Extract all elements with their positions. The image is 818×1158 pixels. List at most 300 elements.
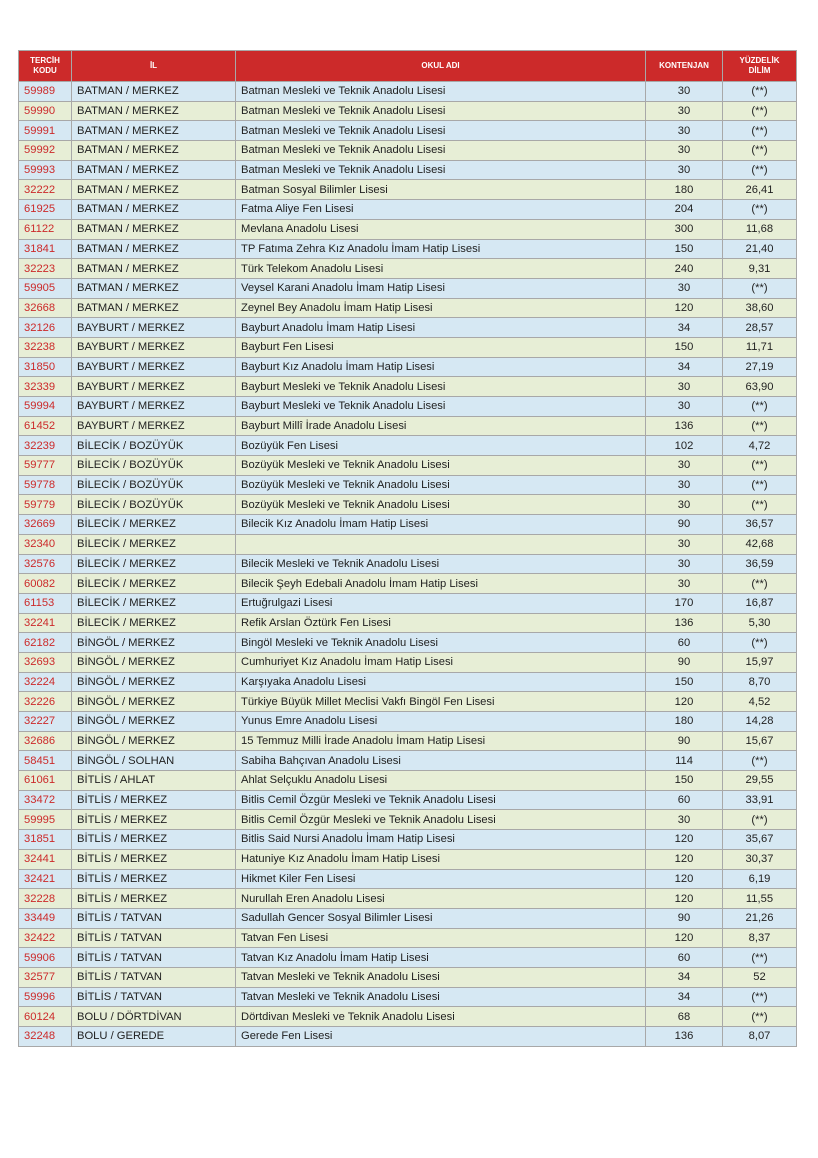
table-row <box>19 357 797 377</box>
percentile-cell: (**) <box>723 101 797 121</box>
percentile-cell: 30,37 <box>723 849 797 869</box>
quota-cell: 30 <box>646 101 723 121</box>
province-cell: BİNGÖL / MERKEZ <box>72 731 236 751</box>
province-cell: BİLECİK / BOZÜYÜK <box>72 456 236 476</box>
province-cell: BİLECİK / BOZÜYÜK <box>72 495 236 515</box>
quota-cell: 30 <box>646 475 723 495</box>
quota-cell: 150 <box>646 337 723 357</box>
quota-cell: 30 <box>646 141 723 161</box>
province-cell: BİNGÖL / MERKEZ <box>72 712 236 732</box>
table-row <box>19 239 797 259</box>
percentile-cell: (**) <box>723 810 797 830</box>
quota-cell: 120 <box>646 692 723 712</box>
province-cell: BİLECİK / BOZÜYÜK <box>72 475 236 495</box>
quota-cell: 30 <box>646 121 723 141</box>
percentile-cell: (**) <box>723 160 797 180</box>
school-cell: Veysel Karani Anadolu İmam Hatip Lisesi <box>236 278 646 298</box>
code-cell: 59905 <box>19 278 72 298</box>
code-cell: 32228 <box>19 889 72 909</box>
table-row <box>19 436 797 456</box>
school-cell: Mevlana Anadolu Lisesi <box>236 219 646 239</box>
province-cell: BATMAN / MERKEZ <box>72 200 236 220</box>
province-cell: BİLECİK / MERKEZ <box>72 554 236 574</box>
table-row <box>19 377 797 397</box>
table-row <box>19 928 797 948</box>
school-cell: Bayburt Fen Lisesi <box>236 337 646 357</box>
school-cell: Refik Arslan Öztürk Fen Lisesi <box>236 613 646 633</box>
code-cell: 59989 <box>19 82 72 102</box>
quota-cell: 34 <box>646 967 723 987</box>
province-cell: BATMAN / MERKEZ <box>72 121 236 141</box>
province-cell: BAYBURT / MERKEZ <box>72 397 236 417</box>
province-cell: BİTLİS / TATVAN <box>72 928 236 948</box>
percentile-cell: (**) <box>723 495 797 515</box>
code-cell: 59992 <box>19 141 72 161</box>
quota-cell: 60 <box>646 790 723 810</box>
province-cell: BİTLİS / MERKEZ <box>72 830 236 850</box>
table-row <box>19 613 797 633</box>
percentile-cell: 11,71 <box>723 337 797 357</box>
table-row <box>19 200 797 220</box>
table-row <box>19 337 797 357</box>
province-cell: BİLECİK / MERKEZ <box>72 613 236 633</box>
school-cell: Bayburt Anadolu İmam Hatip Lisesi <box>236 318 646 338</box>
percentile-cell: (**) <box>723 475 797 495</box>
code-cell: 31841 <box>19 239 72 259</box>
school-cell: Bozüyük Fen Lisesi <box>236 436 646 456</box>
header-percentile-line1: YÜZDELİK <box>739 56 780 65</box>
school-cell: Bitlis Cemil Özgür Mesleki ve Teknik Anadolu Lisesi <box>236 810 646 830</box>
code-cell: 32224 <box>19 672 72 692</box>
percentile-cell: 63,90 <box>723 377 797 397</box>
header-code-line1: TERCİH <box>30 56 60 65</box>
code-cell: 32422 <box>19 928 72 948</box>
percentile-cell: (**) <box>723 121 797 141</box>
province-cell: BAYBURT / MERKEZ <box>72 318 236 338</box>
table-row <box>19 574 797 594</box>
header-percentile <box>723 51 797 82</box>
percentile-cell: 26,41 <box>723 180 797 200</box>
school-cell: Sadullah Gencer Sosyal Bilimler Lisesi <box>236 908 646 928</box>
table-row <box>19 121 797 141</box>
code-cell: 32340 <box>19 534 72 554</box>
province-cell: BİTLİS / MERKEZ <box>72 790 236 810</box>
quota-cell: 30 <box>646 377 723 397</box>
table-row <box>19 318 797 338</box>
percentile-cell: 36,57 <box>723 515 797 535</box>
percentile-cell: (**) <box>723 200 797 220</box>
code-cell: 31851 <box>19 830 72 850</box>
quota-cell: 120 <box>646 889 723 909</box>
percentile-cell: (**) <box>723 416 797 436</box>
percentile-cell: (**) <box>723 751 797 771</box>
table-row <box>19 495 797 515</box>
percentile-cell: 29,55 <box>723 771 797 791</box>
table-row <box>19 160 797 180</box>
school-cell: Bitlis Said Nursi Anadolu İmam Hatip Lisesi <box>236 830 646 850</box>
code-cell: 60124 <box>19 1007 72 1027</box>
province-cell: BİLECİK / MERKEZ <box>72 515 236 535</box>
province-cell: BİNGÖL / MERKEZ <box>72 672 236 692</box>
quota-cell: 150 <box>646 239 723 259</box>
school-cell: Bilecik Şeyh Edebali Anadolu İmam Hatip Lisesi <box>236 574 646 594</box>
province-cell: BATMAN / MERKEZ <box>72 298 236 318</box>
quota-cell: 180 <box>646 180 723 200</box>
school-cell: Sabiha Bahçıvan Anadolu Lisesi <box>236 751 646 771</box>
percentile-cell: 11,68 <box>723 219 797 239</box>
percentile-cell: 15,67 <box>723 731 797 751</box>
province-cell: BATMAN / MERKEZ <box>72 239 236 259</box>
school-cell: Dörtdivan Mesleki ve Teknik Anadolu Lisesi <box>236 1007 646 1027</box>
quota-cell: 120 <box>646 849 723 869</box>
quota-cell: 300 <box>646 219 723 239</box>
province-cell: BİLECİK / MERKEZ <box>72 574 236 594</box>
percentile-cell: 27,19 <box>723 357 797 377</box>
percentile-cell: 4,52 <box>723 692 797 712</box>
school-cell: Bayburt Kız Anadolu İmam Hatip Lisesi <box>236 357 646 377</box>
table-row <box>19 82 797 102</box>
quota-cell: 90 <box>646 515 723 535</box>
quota-cell: 170 <box>646 593 723 613</box>
province-cell: BAYBURT / MERKEZ <box>72 416 236 436</box>
table-header <box>19 51 797 82</box>
school-cell: Hatuniye Kız Anadolu İmam Hatip Lisesi <box>236 849 646 869</box>
table-row <box>19 751 797 771</box>
code-cell: 60082 <box>19 574 72 594</box>
percentile-cell: 21,40 <box>723 239 797 259</box>
school-cell: TP Fatıma Zehra Kız Anadolu İmam Hatip Lisesi <box>236 239 646 259</box>
header-school: OKUL ADI <box>236 51 646 82</box>
quota-cell: 136 <box>646 416 723 436</box>
table-row <box>19 475 797 495</box>
school-cell: 15 Temmuz Milli İrade Anadolu İmam Hatip Lisesi <box>236 731 646 751</box>
table-row <box>19 712 797 732</box>
school-cell: Cumhuriyet Kız Anadolu İmam Hatip Lisesi <box>236 652 646 672</box>
province-cell: BİNGÖL / MERKEZ <box>72 692 236 712</box>
province-cell: BİTLİS / MERKEZ <box>72 849 236 869</box>
province-cell: BATMAN / MERKEZ <box>72 180 236 200</box>
percentile-cell: 42,68 <box>723 534 797 554</box>
table-row <box>19 1027 797 1047</box>
code-cell: 32227 <box>19 712 72 732</box>
province-cell: BİTLİS / TATVAN <box>72 908 236 928</box>
quota-cell: 120 <box>646 298 723 318</box>
code-cell: 32339 <box>19 377 72 397</box>
school-cell: Fatma Aliye Fen Lisesi <box>236 200 646 220</box>
percentile-cell: 8,37 <box>723 928 797 948</box>
table-body <box>19 82 797 1047</box>
school-cell: Batman Sosyal Bilimler Lisesi <box>236 180 646 200</box>
header-row <box>19 51 797 82</box>
code-cell: 58451 <box>19 751 72 771</box>
table-row <box>19 456 797 476</box>
quota-cell: 136 <box>646 613 723 633</box>
province-cell: BATMAN / MERKEZ <box>72 278 236 298</box>
code-cell: 32223 <box>19 259 72 279</box>
province-cell: BOLU / DÖRTDİVAN <box>72 1007 236 1027</box>
table-row <box>19 790 797 810</box>
province-cell: BATMAN / MERKEZ <box>72 160 236 180</box>
code-cell: 59906 <box>19 948 72 968</box>
code-cell: 32693 <box>19 652 72 672</box>
province-cell: BOLU / GEREDE <box>72 1027 236 1047</box>
percentile-cell: 4,72 <box>723 436 797 456</box>
school-cell: Ahlat Selçuklu Anadolu Lisesi <box>236 771 646 791</box>
quota-cell: 120 <box>646 830 723 850</box>
quota-cell: 60 <box>646 633 723 653</box>
province-cell: BİTLİS / MERKEZ <box>72 889 236 909</box>
percentile-cell: (**) <box>723 1007 797 1027</box>
school-cell: Bozüyük Mesleki ve Teknik Anadolu Lisesi <box>236 475 646 495</box>
quota-cell: 30 <box>646 495 723 515</box>
code-cell: 32669 <box>19 515 72 535</box>
code-cell: 32222 <box>19 180 72 200</box>
percentile-cell: 35,67 <box>723 830 797 850</box>
percentile-cell: (**) <box>723 456 797 476</box>
quota-cell: 102 <box>646 436 723 456</box>
percentile-cell: 16,87 <box>723 593 797 613</box>
province-cell: BATMAN / MERKEZ <box>72 141 236 161</box>
province-cell: BİNGÖL / MERKEZ <box>72 652 236 672</box>
code-cell: 61925 <box>19 200 72 220</box>
school-cell: Bitlis Cemil Özgür Mesleki ve Teknik Anadolu Lisesi <box>236 790 646 810</box>
table-row <box>19 810 797 830</box>
quota-cell: 30 <box>646 160 723 180</box>
percentile-cell: (**) <box>723 574 797 594</box>
table-row <box>19 534 797 554</box>
school-cell: Bozüyük Mesleki ve Teknik Anadolu Lisesi <box>236 456 646 476</box>
quota-cell: 30 <box>646 82 723 102</box>
code-cell: 61452 <box>19 416 72 436</box>
code-cell: 59995 <box>19 810 72 830</box>
percentile-cell: (**) <box>723 278 797 298</box>
code-cell: 32241 <box>19 613 72 633</box>
school-cell: Hikmet Kiler Fen Lisesi <box>236 869 646 889</box>
table-row <box>19 908 797 928</box>
table-row <box>19 948 797 968</box>
province-cell: BİTLİS / TATVAN <box>72 967 236 987</box>
code-cell: 61153 <box>19 593 72 613</box>
school-cell: Bilecik Mesleki ve Teknik Anadolu Lisesi <box>236 554 646 574</box>
code-cell: 32576 <box>19 554 72 574</box>
table-row <box>19 633 797 653</box>
quota-cell: 90 <box>646 731 723 751</box>
school-cell: Türkiye Büyük Millet Meclisi Vakfı Bingöl Fen Lisesi <box>236 692 646 712</box>
percentile-cell: 28,57 <box>723 318 797 338</box>
percentile-cell: (**) <box>723 397 797 417</box>
table-row <box>19 771 797 791</box>
quota-cell: 30 <box>646 456 723 476</box>
table-row <box>19 141 797 161</box>
percentile-cell: (**) <box>723 987 797 1007</box>
percentile-cell: 5,30 <box>723 613 797 633</box>
quota-cell: 34 <box>646 357 723 377</box>
province-cell: BİLECİK / MERKEZ <box>72 534 236 554</box>
quota-cell: 204 <box>646 200 723 220</box>
school-cell <box>236 534 646 554</box>
school-cell: Ertuğrulgazi Lisesi <box>236 593 646 613</box>
table-row <box>19 416 797 436</box>
school-cell: Bayburt Mesleki ve Teknik Anadolu Lisesi <box>236 377 646 397</box>
quota-cell: 150 <box>646 672 723 692</box>
school-cell: Batman Mesleki ve Teknik Anadolu Lisesi <box>236 121 646 141</box>
school-cell: Bayburt Mesleki ve Teknik Anadolu Lisesi <box>236 397 646 417</box>
code-cell: 59990 <box>19 101 72 121</box>
quota-cell: 68 <box>646 1007 723 1027</box>
table-row <box>19 692 797 712</box>
code-cell: 33472 <box>19 790 72 810</box>
school-cell: Batman Mesleki ve Teknik Anadolu Lisesi <box>236 160 646 180</box>
code-cell: 59994 <box>19 397 72 417</box>
province-cell: BATMAN / MERKEZ <box>72 101 236 121</box>
code-cell: 59779 <box>19 495 72 515</box>
code-cell: 62182 <box>19 633 72 653</box>
province-cell: BİTLİS / AHLAT <box>72 771 236 791</box>
province-cell: BİTLİS / MERKEZ <box>72 869 236 889</box>
percentile-cell: 8,07 <box>723 1027 797 1047</box>
code-cell: 61061 <box>19 771 72 791</box>
code-cell: 59991 <box>19 121 72 141</box>
table-row <box>19 397 797 417</box>
school-cell: Zeynel Bey Anadolu İmam Hatip Lisesi <box>236 298 646 318</box>
table-row <box>19 672 797 692</box>
school-cell: Tatvan Kız Anadolu İmam Hatip Lisesi <box>236 948 646 968</box>
quota-cell: 90 <box>646 908 723 928</box>
header-quota: KONTENJAN <box>646 51 723 82</box>
province-cell: BİLECİK / MERKEZ <box>72 593 236 613</box>
school-table <box>18 50 797 1047</box>
school-cell: Bingöl Mesleki ve Teknik Anadolu Lisesi <box>236 633 646 653</box>
quota-cell: 114 <box>646 751 723 771</box>
code-cell: 32686 <box>19 731 72 751</box>
code-cell: 59778 <box>19 475 72 495</box>
school-cell: Bilecik Kız Anadolu İmam Hatip Lisesi <box>236 515 646 535</box>
quota-cell: 136 <box>646 1027 723 1047</box>
province-cell: BATMAN / MERKEZ <box>72 82 236 102</box>
header-code-line2: KODU <box>33 66 57 75</box>
code-cell: 32238 <box>19 337 72 357</box>
province-cell: BİNGÖL / SOLHAN <box>72 751 236 771</box>
quota-cell: 30 <box>646 278 723 298</box>
quota-cell: 30 <box>646 554 723 574</box>
percentile-cell: 15,97 <box>723 652 797 672</box>
percentile-cell: 21,26 <box>723 908 797 928</box>
quota-cell: 34 <box>646 318 723 338</box>
percentile-cell: 14,28 <box>723 712 797 732</box>
code-cell: 32577 <box>19 967 72 987</box>
school-cell: Karşıyaka Anadolu Lisesi <box>236 672 646 692</box>
percentile-cell: (**) <box>723 141 797 161</box>
percentile-cell: 33,91 <box>723 790 797 810</box>
school-cell: Tatvan Mesleki ve Teknik Anadolu Lisesi <box>236 967 646 987</box>
percentile-cell: 9,31 <box>723 259 797 279</box>
table-row <box>19 987 797 1007</box>
code-cell: 32226 <box>19 692 72 712</box>
table-row <box>19 869 797 889</box>
header-code <box>19 51 72 82</box>
table-row <box>19 652 797 672</box>
percentile-cell: (**) <box>723 948 797 968</box>
table-row <box>19 1007 797 1027</box>
percentile-cell: (**) <box>723 82 797 102</box>
code-cell: 32248 <box>19 1027 72 1047</box>
school-cell: Batman Mesleki ve Teknik Anadolu Lisesi <box>236 101 646 121</box>
school-cell: Batman Mesleki ve Teknik Anadolu Lisesi <box>236 82 646 102</box>
code-cell: 33449 <box>19 908 72 928</box>
code-cell: 32126 <box>19 318 72 338</box>
school-cell: Bayburt Millî İrade Anadolu Lisesi <box>236 416 646 436</box>
province-cell: BİTLİS / MERKEZ <box>72 810 236 830</box>
code-cell: 32239 <box>19 436 72 456</box>
province-cell: BİTLİS / TATVAN <box>72 948 236 968</box>
province-cell: BİTLİS / TATVAN <box>72 987 236 1007</box>
percentile-cell: 36,59 <box>723 554 797 574</box>
school-cell: Yunus Emre Anadolu Lisesi <box>236 712 646 732</box>
percentile-cell: 52 <box>723 967 797 987</box>
percentile-cell: 11,55 <box>723 889 797 909</box>
percentile-cell: 6,19 <box>723 869 797 889</box>
quota-cell: 150 <box>646 771 723 791</box>
province-cell: BAYBURT / MERKEZ <box>72 337 236 357</box>
table-row <box>19 593 797 613</box>
percentile-cell: 38,60 <box>723 298 797 318</box>
table-row <box>19 278 797 298</box>
table-row <box>19 830 797 850</box>
quota-cell: 30 <box>646 397 723 417</box>
table-row <box>19 967 797 987</box>
header-province: İL <box>72 51 236 82</box>
quota-cell: 180 <box>646 712 723 732</box>
quota-cell: 60 <box>646 948 723 968</box>
table-row <box>19 219 797 239</box>
school-cell: Tatvan Fen Lisesi <box>236 928 646 948</box>
percentile-cell: (**) <box>723 633 797 653</box>
table-row <box>19 259 797 279</box>
quota-cell: 90 <box>646 652 723 672</box>
quota-cell: 30 <box>646 574 723 594</box>
school-cell: Tatvan Mesleki ve Teknik Anadolu Lisesi <box>236 987 646 1007</box>
province-cell: BAYBURT / MERKEZ <box>72 357 236 377</box>
province-cell: BİLECİK / BOZÜYÜK <box>72 436 236 456</box>
province-cell: BATMAN / MERKEZ <box>72 259 236 279</box>
table-row <box>19 731 797 751</box>
school-cell: Türk Telekom Anadolu Lisesi <box>236 259 646 279</box>
quota-cell: 240 <box>646 259 723 279</box>
code-cell: 59777 <box>19 456 72 476</box>
code-cell: 32668 <box>19 298 72 318</box>
school-cell: Nurullah Eren Anadolu Lisesi <box>236 889 646 909</box>
school-cell: Gerede Fen Lisesi <box>236 1027 646 1047</box>
province-cell: BİNGÖL / MERKEZ <box>72 633 236 653</box>
code-cell: 32421 <box>19 869 72 889</box>
quota-cell: 120 <box>646 869 723 889</box>
school-cell: Batman Mesleki ve Teknik Anadolu Lisesi <box>236 141 646 161</box>
header-percentile-line2: DİLİM <box>748 66 771 75</box>
quota-cell: 30 <box>646 534 723 554</box>
code-cell: 59993 <box>19 160 72 180</box>
province-cell: BATMAN / MERKEZ <box>72 219 236 239</box>
code-cell: 31850 <box>19 357 72 377</box>
quota-cell: 120 <box>646 928 723 948</box>
percentile-cell: 8,70 <box>723 672 797 692</box>
table-row <box>19 298 797 318</box>
quota-cell: 34 <box>646 987 723 1007</box>
table-row <box>19 849 797 869</box>
table-row <box>19 180 797 200</box>
school-cell: Bozüyük Mesleki ve Teknik Anadolu Lisesi <box>236 495 646 515</box>
table-row <box>19 101 797 121</box>
code-cell: 59996 <box>19 987 72 1007</box>
